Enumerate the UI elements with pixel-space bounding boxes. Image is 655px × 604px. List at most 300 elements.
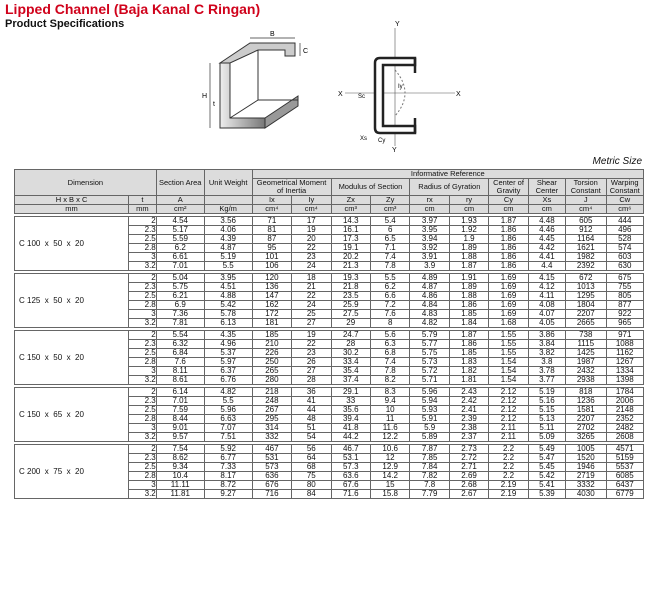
- hdr-zx: Zx: [331, 196, 370, 205]
- table-cell: 531: [252, 454, 291, 463]
- table-cell: 6.13: [204, 319, 252, 328]
- table-cell: 1784: [606, 388, 643, 397]
- label-xs: Xs: [360, 136, 368, 142]
- label-cy: Cy: [378, 138, 386, 144]
- dim-h: C 100: [19, 238, 41, 248]
- table-cell: 2.37: [449, 433, 488, 442]
- table-cell: 5.5: [204, 397, 252, 406]
- table-cell: 48: [292, 415, 331, 424]
- table-cell: 19: [292, 331, 331, 340]
- table-cell: 2.11: [489, 433, 528, 442]
- table-cell: 6.9: [156, 301, 204, 310]
- table-cell: 3.82: [528, 349, 565, 358]
- table-cell: 185: [252, 331, 291, 340]
- table-cell: 5.75: [410, 349, 449, 358]
- hdr-j: J: [566, 196, 607, 205]
- table-cell: 2: [129, 388, 157, 397]
- dim-sep: x: [40, 409, 54, 419]
- table-cell: 3.91: [410, 253, 449, 262]
- table-cell: 71: [252, 217, 291, 226]
- table-cell: 3.2: [129, 433, 157, 442]
- table-cell: 496: [606, 226, 643, 235]
- table-cell: 2207: [566, 415, 607, 424]
- table-cell: 106: [252, 262, 291, 271]
- table-cell: 5.49: [528, 445, 565, 454]
- table-cell: 1.86: [489, 244, 528, 253]
- table-cell: 2.2: [489, 454, 528, 463]
- label-iy: Iy: [398, 84, 403, 90]
- hdr-iy: Iy: [292, 196, 331, 205]
- table-cell: 5.09: [528, 433, 565, 442]
- table-cell: 2.11: [489, 424, 528, 433]
- table-cell: 1.86: [489, 262, 528, 271]
- table-cell: 1.92: [449, 226, 488, 235]
- page-subtitle: Product Specifications: [5, 18, 125, 30]
- table-cell: 28: [331, 340, 370, 349]
- table-cell: 2482: [606, 424, 643, 433]
- dim-b: 75: [53, 466, 63, 476]
- table-cell: 2938: [566, 376, 607, 385]
- table-cell: 2.19: [489, 481, 528, 490]
- table-cell: 2: [129, 445, 157, 454]
- table-cell: 2.8: [129, 415, 157, 424]
- table-cell: 3.94: [410, 235, 449, 244]
- table-cell: 3.56: [204, 217, 252, 226]
- table-cell: 2665: [566, 319, 607, 328]
- table-cell: 81: [252, 226, 291, 235]
- table-cell: 2207: [566, 310, 607, 319]
- unit-zx: cm³: [331, 205, 370, 214]
- table-cell: 27.5: [331, 310, 370, 319]
- table-cell: 4.15: [528, 274, 565, 283]
- table-cell: 3: [129, 424, 157, 433]
- table-cell: 1295: [566, 292, 607, 301]
- table-cell: 1581: [566, 406, 607, 415]
- table-cell: 1398: [606, 376, 643, 385]
- dim-c: 20: [75, 409, 84, 419]
- unit-cw: cm⁶: [606, 205, 643, 214]
- table-cell: 7.6: [156, 358, 204, 367]
- table-cell: 120: [252, 274, 291, 283]
- unit-rx: cm: [410, 205, 449, 214]
- table-cell: 2148: [606, 406, 643, 415]
- table-cell: 5.15: [528, 406, 565, 415]
- table-cell: 3.8: [528, 358, 565, 367]
- table-cell: 64: [292, 454, 331, 463]
- table-cell: 2: [129, 217, 157, 226]
- table-cell: 5.79: [410, 331, 449, 340]
- table-cell: 53.1: [331, 454, 370, 463]
- table-cell: 4.54: [156, 217, 204, 226]
- table-cell: 2702: [566, 424, 607, 433]
- table-cell: 7.8: [370, 262, 409, 271]
- table-cell: 1.9: [449, 235, 488, 244]
- dimension-cell: [15, 331, 129, 385]
- table-cell: 87: [252, 235, 291, 244]
- table-cell: 29.1: [331, 388, 370, 397]
- table-cell: 1.86: [489, 235, 528, 244]
- unit-mm-t: mm: [129, 205, 157, 214]
- table-cell: 2.3: [129, 454, 157, 463]
- dim-sep: x: [40, 352, 54, 362]
- table-cell: 6.32: [156, 340, 204, 349]
- hdr-center-gravity: Center of Gravity: [489, 179, 528, 196]
- table-cell: 265: [252, 367, 291, 376]
- hdr-a: A: [156, 196, 204, 205]
- table-cell: 16.1: [331, 226, 370, 235]
- table-cell: 4.46: [528, 226, 565, 235]
- table-cell: 5.71: [410, 376, 449, 385]
- table-cell: 4.39: [204, 235, 252, 244]
- table-cell: 181: [252, 319, 291, 328]
- table-cell: 5.77: [410, 340, 449, 349]
- table-cell: 7.85: [410, 454, 449, 463]
- table-cell: 2.71: [449, 463, 488, 472]
- table-cell: 1.69: [489, 310, 528, 319]
- table-cell: 1621: [566, 244, 607, 253]
- unit-ry: cm: [449, 205, 488, 214]
- table-cell: 28: [292, 376, 331, 385]
- table-cell: 332: [252, 433, 291, 442]
- table-cell: 2.8: [129, 472, 157, 481]
- table-cell: 7.01: [156, 262, 204, 271]
- table-cell: 5.04: [156, 274, 204, 283]
- table-cell: 5.37: [204, 349, 252, 358]
- table-cell: 5.42: [204, 301, 252, 310]
- table-cell: 3.78: [528, 367, 565, 376]
- table-row: [15, 217, 644, 226]
- table-cell: 2.8: [129, 301, 157, 310]
- table-cell: 7.51: [204, 433, 252, 442]
- table-cell: 965: [606, 319, 643, 328]
- table-cell: 1.93: [449, 217, 488, 226]
- table-cell: 4030: [566, 490, 607, 499]
- table-cell: 1.69: [489, 292, 528, 301]
- label-c: C: [303, 48, 309, 55]
- table-cell: 2.38: [449, 424, 488, 433]
- table-cell: 5.5: [370, 274, 409, 283]
- table-cell: 2.12: [489, 406, 528, 415]
- table-cell: 2.2: [489, 445, 528, 454]
- table-cell: 44: [292, 406, 331, 415]
- hdr-dimension: Dimension: [15, 170, 157, 196]
- table-cell: 6.2: [370, 283, 409, 292]
- table-cell: 7.79: [410, 490, 449, 499]
- table-cell: 1.86: [489, 226, 528, 235]
- table-cell: 172: [252, 310, 291, 319]
- table-cell: 2.12: [489, 388, 528, 397]
- table-cell: 2.68: [449, 481, 488, 490]
- table-cell: 1.69: [489, 274, 528, 283]
- table-cell: 1.88: [449, 292, 488, 301]
- table-cell: 1115: [566, 340, 607, 349]
- table-cell: 27: [292, 319, 331, 328]
- table-cell: 30.2: [331, 349, 370, 358]
- dim-h: C 150: [19, 409, 41, 419]
- table-cell: 147: [252, 292, 291, 301]
- table-cell: 1804: [566, 301, 607, 310]
- table-cell: 716: [252, 490, 291, 499]
- table-cell: 11: [370, 415, 409, 424]
- table-cell: 3: [129, 367, 157, 376]
- table-cell: 22: [292, 292, 331, 301]
- table-cell: 6437: [606, 481, 643, 490]
- hdr-informative: Informative Reference: [252, 170, 643, 179]
- cross-section-figure: [330, 18, 470, 153]
- table-cell: 1013: [566, 283, 607, 292]
- table-cell: 6779: [606, 490, 643, 499]
- table-cell: 3265: [566, 433, 607, 442]
- table-cell: 4.96: [204, 340, 252, 349]
- table-cell: 1.86: [449, 301, 488, 310]
- table-cell: 56: [292, 445, 331, 454]
- table-cell: 24.7: [331, 331, 370, 340]
- table-cell: 6.76: [204, 376, 252, 385]
- table-cell: 7.4: [370, 358, 409, 367]
- table-cell: 5.5: [204, 262, 252, 271]
- table-cell: 15.8: [370, 490, 409, 499]
- table-cell: 7.84: [410, 463, 449, 472]
- table-cell: 5.45: [528, 463, 565, 472]
- table-cell: 6.6: [370, 292, 409, 301]
- table-row: [15, 445, 644, 454]
- table-cell: 2.5: [129, 349, 157, 358]
- table-cell: 8.44: [156, 415, 204, 424]
- table-cell: 2352: [606, 415, 643, 424]
- table-cell: 1088: [606, 340, 643, 349]
- table-cell: 4.45: [528, 235, 565, 244]
- unit-zy: cm³: [370, 205, 409, 214]
- table-cell: 24: [292, 262, 331, 271]
- table-cell: 5.59: [156, 235, 204, 244]
- table-cell: 8.3: [370, 388, 409, 397]
- table-cell: 675: [606, 274, 643, 283]
- table-cell: 12.9: [370, 463, 409, 472]
- table-cell: 630: [606, 262, 643, 271]
- table-cell: 3: [129, 481, 157, 490]
- table-cell: 295: [252, 415, 291, 424]
- table-cell: 75: [292, 472, 331, 481]
- table-cell: 7.82: [410, 472, 449, 481]
- table-cell: 636: [252, 472, 291, 481]
- hdr-rx: rx: [410, 196, 449, 205]
- table-cell: 4.4: [528, 262, 565, 271]
- table-cell: 9.57: [156, 433, 204, 442]
- table-cell: 162: [252, 301, 291, 310]
- table-cell: 818: [566, 388, 607, 397]
- dim-c: 20: [75, 466, 84, 476]
- table-cell: 1.87: [449, 331, 488, 340]
- table-cell: 1.55: [489, 340, 528, 349]
- table-cell: 5.47: [528, 454, 565, 463]
- dim-c: 20: [75, 238, 84, 248]
- table-cell: 2.67: [449, 490, 488, 499]
- table-cell: 63.6: [331, 472, 370, 481]
- table-cell: 4.83: [410, 310, 449, 319]
- table-cell: 7.8: [410, 481, 449, 490]
- table-cell: 51: [292, 424, 331, 433]
- table-cell: 2.8: [129, 358, 157, 367]
- unit-mm: mm: [15, 205, 129, 214]
- table-cell: 267: [252, 406, 291, 415]
- table-cell: 1267: [606, 358, 643, 367]
- table-cell: 2.8: [129, 244, 157, 253]
- table-cell: 2: [129, 274, 157, 283]
- table-cell: 4.89: [410, 274, 449, 283]
- table-cell: 3.95: [410, 226, 449, 235]
- table-cell: 1.81: [449, 376, 488, 385]
- table-cell: 1164: [566, 235, 607, 244]
- table-cell: 25: [292, 310, 331, 319]
- dim-h: C 150: [19, 352, 41, 362]
- table-cell: 33.4: [331, 358, 370, 367]
- table-cell: 6.2: [156, 244, 204, 253]
- table-cell: 7.07: [204, 424, 252, 433]
- table-cell: 7.54: [156, 445, 204, 454]
- table-cell: 7.2: [370, 301, 409, 310]
- table-cell: 41: [292, 397, 331, 406]
- table-cell: 672: [566, 274, 607, 283]
- table-cell: 2.43: [449, 388, 488, 397]
- table-cell: 12.2: [370, 433, 409, 442]
- hdr-xs: Xs: [528, 196, 565, 205]
- label-b: B: [270, 31, 275, 38]
- table-cell: 3.92: [410, 244, 449, 253]
- table-cell: 23: [292, 349, 331, 358]
- table-cell: 5.54: [156, 331, 204, 340]
- table-cell: 755: [606, 283, 643, 292]
- table-cell: 3: [129, 310, 157, 319]
- table-cell: 68: [292, 463, 331, 472]
- table-cell: 67.6: [331, 481, 370, 490]
- dim-sep: x: [62, 352, 76, 362]
- table-cell: 29: [331, 319, 370, 328]
- dim-sep: x: [40, 238, 54, 248]
- channel-3d-figure: [180, 28, 330, 143]
- table-cell: 3.2: [129, 262, 157, 271]
- table-cell: 226: [252, 349, 291, 358]
- table-cell: 15: [370, 481, 409, 490]
- table-cell: 19.3: [331, 274, 370, 283]
- hdr-torsion: Torsion Constant: [566, 179, 607, 196]
- table-cell: 573: [252, 463, 291, 472]
- dimension-cell: [15, 445, 129, 499]
- table-cell: 14.2: [370, 472, 409, 481]
- table-cell: 7.6: [370, 310, 409, 319]
- table-cell: 5159: [606, 454, 643, 463]
- table-cell: 218: [252, 388, 291, 397]
- table-cell: 21.8: [331, 283, 370, 292]
- table-cell: 8: [370, 319, 409, 328]
- table-cell: 4.82: [204, 388, 252, 397]
- table-cell: 35.4: [331, 367, 370, 376]
- table-cell: 4.12: [528, 283, 565, 292]
- table-cell: 5.13: [528, 415, 565, 424]
- table-cell: 2.73: [449, 445, 488, 454]
- table-cell: 2.2: [489, 472, 528, 481]
- hdr-cw: Cw: [606, 196, 643, 205]
- dim-c: 20: [75, 295, 84, 305]
- table-cell: 1.86: [449, 340, 488, 349]
- dim-c: 20: [75, 352, 84, 362]
- table-cell: 10.4: [156, 472, 204, 481]
- table-cell: 10: [370, 406, 409, 415]
- table-cell: 8.11: [156, 367, 204, 376]
- table-cell: 4.11: [528, 292, 565, 301]
- table-cell: 6085: [606, 472, 643, 481]
- table-cell: 2392: [566, 262, 607, 271]
- hdr-radius: Radius of Gyration: [410, 179, 489, 196]
- table-cell: 1.86: [489, 253, 528, 262]
- dim-sep: x: [62, 238, 76, 248]
- table-cell: 3.84: [528, 340, 565, 349]
- dimension-cell: [15, 388, 129, 442]
- table-cell: 5.75: [156, 283, 204, 292]
- table-cell: 33: [331, 397, 370, 406]
- table-cell: 21.3: [331, 262, 370, 271]
- table-cell: 84: [292, 490, 331, 499]
- table-cell: 2.2: [489, 463, 528, 472]
- table-cell: 7.33: [204, 463, 252, 472]
- table-cell: 23: [292, 253, 331, 262]
- table-cell: 444: [606, 217, 643, 226]
- table-cell: 7.4: [370, 253, 409, 262]
- table-cell: 57.3: [331, 463, 370, 472]
- unit-ix: cm⁴: [252, 205, 291, 214]
- table-cell: 4.48: [528, 217, 565, 226]
- table-cell: 46.7: [331, 445, 370, 454]
- table-cell: 1.87: [449, 262, 488, 271]
- table-cell: 922: [606, 310, 643, 319]
- dim-h: C 200: [19, 466, 41, 476]
- dim-sep: x: [62, 409, 76, 419]
- table-cell: 22: [292, 340, 331, 349]
- table-row: [15, 274, 644, 283]
- table-cell: 1.85: [449, 349, 488, 358]
- table-cell: 37.4: [331, 376, 370, 385]
- hdr-modulus: Modulus of Section: [331, 179, 410, 196]
- table-cell: 2.12: [489, 415, 528, 424]
- table-cell: 8.72: [204, 481, 252, 490]
- table-cell: 2608: [606, 433, 643, 442]
- table-cell: 5.11: [528, 424, 565, 433]
- table-cell: 8.2: [370, 376, 409, 385]
- hdr-geo-moment: Geometrical Moment of Inertia: [252, 179, 331, 196]
- table-cell: 1.83: [449, 358, 488, 367]
- hdr-zy: Zy: [370, 196, 409, 205]
- table-cell: 6.14: [156, 388, 204, 397]
- dim-b: 50: [53, 352, 63, 362]
- hdr-hbc: H x B x C: [15, 196, 129, 205]
- table-cell: 3.77: [528, 376, 565, 385]
- table-cell: 6.61: [156, 253, 204, 262]
- table-cell: 4.88: [204, 292, 252, 301]
- table-cell: 4.42: [528, 244, 565, 253]
- table-cell: 6.63: [204, 415, 252, 424]
- table-cell: 9.4: [370, 397, 409, 406]
- table-cell: 17: [292, 217, 331, 226]
- table-cell: 314: [252, 424, 291, 433]
- table-cell: 2.12: [489, 397, 528, 406]
- table-cell: 5.4: [370, 217, 409, 226]
- table-cell: 22: [292, 244, 331, 253]
- table-cell: 11.11: [156, 481, 204, 490]
- table-cell: 1334: [606, 367, 643, 376]
- table-cell: 1.54: [489, 367, 528, 376]
- table-cell: 5.42: [528, 472, 565, 481]
- unit-cy: cm: [489, 205, 528, 214]
- table-cell: 738: [566, 331, 607, 340]
